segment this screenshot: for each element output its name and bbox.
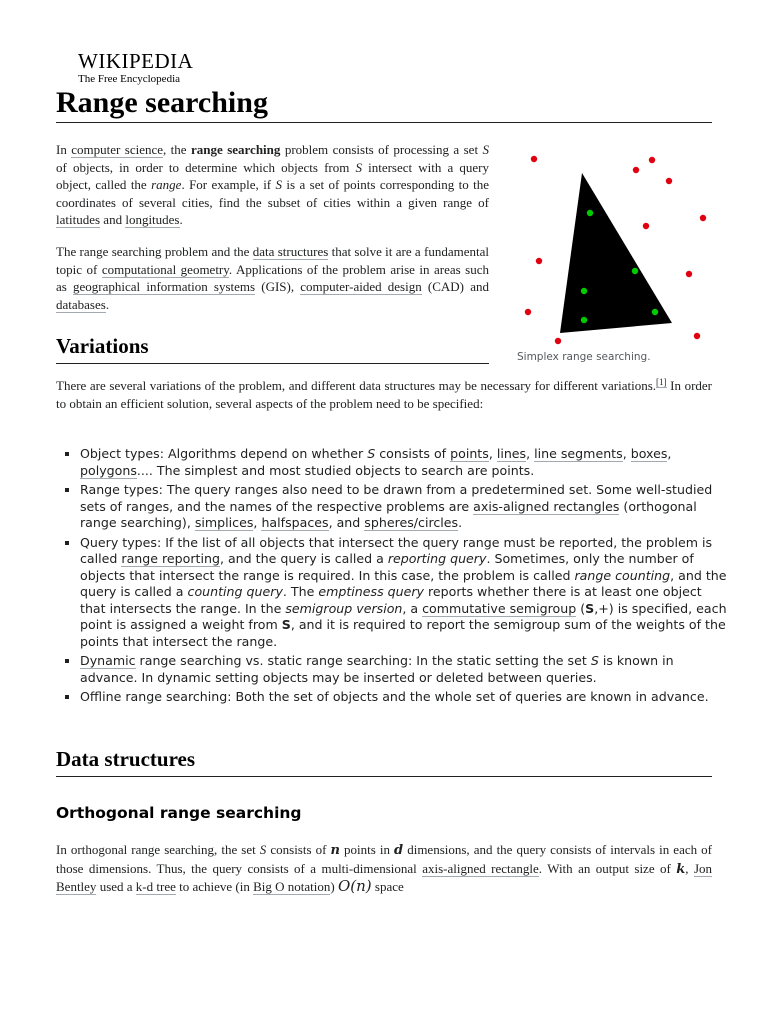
text: problem consists of processing a set — [280, 142, 483, 157]
text: In order to obtain an efficient solution, several aspects of the problem need to be specified: — [56, 378, 712, 411]
link-halfspaces[interactable]: halfspaces — [261, 515, 329, 530]
logo-tagline: The Free Encyclopedia — [78, 73, 181, 85]
text: dimensions, and the query consists of intervals in each of those dimensions. Thus, the query consists of a multi-dimensional — [56, 842, 713, 876]
point-outside — [686, 271, 692, 277]
point-inside — [652, 309, 658, 315]
link-databases[interactable]: databases — [56, 296, 106, 312]
point-outside — [525, 309, 531, 315]
point-outside — [694, 333, 700, 339]
text: . With an output size of — [538, 860, 677, 876]
link-longitudes[interactable]: longitudes — [125, 212, 180, 227]
text: , and — [328, 515, 365, 530]
list-item-range-types — [80, 482, 730, 532]
text: , a — [402, 600, 423, 616]
text: (CAD) and — [421, 279, 489, 294]
text: , and it is required to report the semigroup sum of the weights of the points that intersect the range. — [80, 617, 726, 649]
math-d: d — [394, 843, 404, 858]
point-outside — [666, 178, 672, 184]
text: Object types: Algorithms depend on whether — [80, 446, 368, 461]
text: Range types: The query ranges also need to be drawn from a predetermined set. Some well-studied sets of ranges, and the names of the respective problems are — [80, 482, 713, 514]
set-symbol: S — [259, 842, 267, 857]
link-axis-aligned-rectangles[interactable]: axis-aligned rectangles — [473, 498, 620, 514]
list-item-query-types — [80, 535, 730, 651]
text: . The — [282, 584, 319, 599]
text: , — [622, 446, 631, 461]
math-k: k — [676, 861, 686, 877]
link-polygons[interactable]: polygons — [80, 462, 137, 478]
intro-paragraph-2 — [56, 243, 489, 313]
text: .... The simplest and most studied objects to search are points. — [136, 462, 535, 478]
text: is known in advance. In dynamic setting objects may be inserted or deleted between queries. — [80, 653, 674, 685]
citation-link[interactable]: [1] — [656, 376, 667, 387]
bold-symbol: S — [585, 600, 595, 616]
simplex-range-figure — [510, 145, 715, 350]
link-spheres-circles[interactable]: spheres/circles — [364, 515, 459, 530]
text: ) — [330, 879, 338, 894]
text: . — [105, 296, 110, 312]
text: , — [253, 515, 262, 530]
link-computational-geometry[interactable]: computational geometry — [101, 261, 229, 277]
text: and — [100, 212, 126, 227]
link-line-segments[interactable]: line segments — [534, 446, 623, 461]
set-symbol: S — [482, 142, 489, 157]
text: , — [526, 446, 535, 461]
text: consists of — [375, 446, 451, 461]
text: , and the query is called a — [80, 567, 727, 599]
link-jon-bentley[interactable]: Jon Bentley — [56, 860, 712, 894]
section-heading-data-structures: Data structures — [56, 746, 712, 777]
logo-wordmark: WIKIPEDIA — [78, 49, 194, 73]
text: The range searching problem and the — [56, 244, 253, 259]
italic-term: counting query — [187, 584, 283, 599]
set-symbol: S — [590, 653, 599, 668]
text: , and the query is called a — [219, 551, 388, 566]
set-symbol: S — [367, 446, 376, 461]
link-big-o-notation[interactable]: Big O notation — [253, 879, 331, 894]
bold-symbol: S — [281, 617, 291, 632]
point-outside — [536, 258, 542, 264]
intro-paragraph-1 — [56, 141, 489, 229]
text: Query types: If the list of all objects that intersect the query range must be reported, the problem is called — [80, 534, 713, 566]
text: , — [685, 860, 694, 876]
math-o-n: O(n) — [337, 877, 372, 895]
text: , — [667, 446, 672, 461]
text: . Applications of the problem arise in areas such as — [56, 261, 489, 294]
text: . For example, if — [181, 177, 276, 192]
text: range searching vs. static range searching: In the static setting the set — [135, 653, 591, 668]
link-axis-aligned-rectangle[interactable]: axis-aligned rectangle — [422, 860, 539, 876]
link-data-structures[interactable]: data structures — [252, 244, 329, 259]
text: points in — [339, 842, 395, 857]
point-outside — [643, 223, 649, 229]
text: , the — [163, 142, 191, 157]
text: intersect with a query object, called the — [56, 159, 489, 192]
text: . — [179, 212, 183, 227]
italic-term: range — [151, 177, 182, 192]
variations-intro — [56, 377, 712, 412]
text: (GIS), — [255, 279, 301, 294]
link-cad[interactable]: computer-aided design — [300, 279, 422, 294]
set-symbol: S — [275, 177, 283, 192]
text: that solve it are a fundamental topic of — [56, 244, 489, 277]
text: In orthogonal range searching, the set — [56, 842, 260, 857]
italic-term: reporting query — [387, 551, 487, 566]
point-inside — [581, 317, 587, 323]
text: to achieve (in — [175, 879, 254, 894]
link-points[interactable]: points — [450, 446, 489, 461]
math-n: n — [330, 843, 340, 858]
section-heading-variations: Variations — [56, 333, 489, 364]
point-inside — [632, 268, 638, 274]
text: . Sometimes, only the number of objects that intersect the range is required. In this case, the problem is called — [80, 551, 694, 583]
wikipedia-logo[interactable] — [78, 50, 193, 86]
list-item-offline — [80, 689, 730, 706]
list-item-object-types — [80, 446, 730, 479]
text: Offline range searching: Both the set of objects and the whole set of queries are known in advance. — [80, 689, 709, 704]
text: reports whether there is at least one object that intersects the range. In the — [80, 584, 702, 616]
text: ( — [576, 600, 586, 616]
text: used a — [96, 879, 136, 894]
link-kd-tree[interactable]: k-d tree — [135, 879, 176, 894]
link-boxes[interactable]: boxes — [630, 446, 668, 461]
italic-term: semigroup version — [285, 600, 403, 616]
link-lines[interactable]: lines — [496, 446, 527, 461]
link-dynamic[interactable]: Dynamic — [80, 653, 136, 668]
text: of objects, in order to determine which objects from — [56, 159, 356, 175]
figure-caption: Simplex range searching. — [517, 351, 651, 363]
bold-term: range searching — [191, 142, 281, 157]
link-range-reporting[interactable]: range reporting — [121, 551, 220, 566]
point-inside — [581, 288, 587, 294]
variations-list — [62, 446, 730, 709]
set-symbol: S — [355, 159, 362, 175]
text: There are several variations of the problem, and different data structures may be necessary for different variations. — [56, 378, 657, 393]
orthogonal-paragraph — [56, 841, 712, 896]
point-outside — [555, 338, 561, 344]
text: consists of — [266, 842, 331, 857]
point-outside — [633, 167, 639, 173]
text: , — [488, 446, 497, 461]
point-inside — [587, 210, 593, 216]
subsection-heading-orthogonal: Orthogonal range searching — [56, 804, 302, 822]
link-gis[interactable]: geographical information systems — [73, 279, 256, 294]
link-latitudes[interactable]: latitudes — [56, 212, 101, 227]
point-outside — [700, 215, 706, 221]
link-commutative-semigroup[interactable]: commutative semigroup — [422, 600, 577, 616]
text: . — [458, 515, 463, 530]
list-item-dynamic — [80, 653, 730, 686]
text: (orthogonal range searching), — [80, 498, 697, 530]
text: is a set of points corresponding to the coordinates of several cities, find the subset of cities within a given range of — [56, 177, 489, 210]
text: ,+) is specified, each point is assigned a weight from — [80, 600, 727, 632]
point-outside — [649, 157, 655, 163]
link-computer-science[interactable]: computer science — [71, 142, 164, 157]
link-simplices[interactable]: simplices — [194, 515, 254, 530]
text: space — [371, 879, 404, 894]
italic-term: emptiness query — [318, 584, 425, 599]
point-outside — [531, 156, 537, 162]
page-title: Range searching — [56, 84, 712, 123]
italic-term: range counting — [574, 567, 671, 583]
text: In — [56, 142, 72, 157]
